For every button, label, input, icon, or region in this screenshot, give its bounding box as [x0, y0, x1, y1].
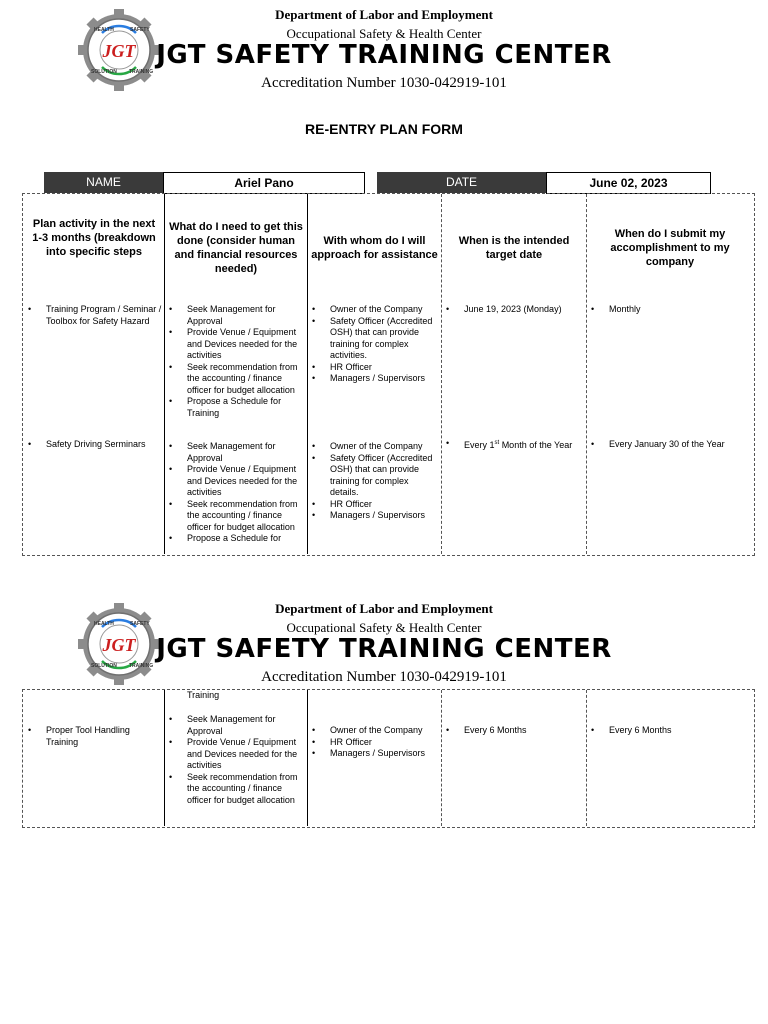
form-title: RE-ENTRY PLAN FORM	[305, 121, 463, 137]
row2-needs-cell	[166, 441, 300, 553]
list-item: • Propose a Schedule for Training	[187, 396, 300, 419]
list-item: • Proper Tool Handling Training	[46, 725, 162, 748]
row3-target-cell	[443, 725, 583, 737]
list-item: • HR Officer	[330, 362, 439, 374]
department-line: Department of Labor and Employment	[275, 601, 493, 616]
list-item: • Provide Venue / Equipment and Devices needed for the activities	[187, 464, 300, 499]
list-item: • June 19, 2023 (Monday)	[464, 304, 583, 316]
date-label: DATE	[377, 172, 546, 193]
accreditation-number: Accreditation Number 1030-042919-101	[261, 75, 507, 91]
row2-whom-cell	[309, 441, 439, 522]
list-item: • Training Program / Seminar / Toolbox for Safety Hazard	[46, 304, 162, 327]
svg-text:JGT: JGT	[102, 41, 136, 61]
svg-text:SOLUTION: SOLUTION	[91, 69, 117, 75]
row2-target-cell	[443, 438, 583, 452]
row1-target-cell	[443, 304, 583, 316]
date-field[interactable]: June 02, 2023	[546, 172, 711, 194]
row3-activity-cell	[25, 725, 162, 748]
svg-text:HEALTH: HEALTH	[94, 621, 114, 627]
list-item: • Seek Management for Approval	[187, 714, 300, 737]
row1-whom-cell	[309, 304, 439, 385]
list-item: • Every January 30 of the Year	[609, 439, 751, 451]
column-header-resources: What do I need to get this done (consider human and financial resources needed)	[169, 221, 303, 275]
row3-submit-cell	[588, 725, 751, 737]
list-item: • Every 1st Month of the Year	[464, 438, 583, 452]
list-item: • Safety Officer (Accredited OSH) that can provide training for complex activities.	[330, 316, 439, 362]
accreditation-number: Accreditation Number 1030-042919-101	[261, 669, 507, 685]
center-name: JGT SAFETY TRAINING CENTER	[156, 40, 612, 70]
row3-whom-cell	[309, 725, 439, 760]
list-item: • Seek recommendation from the accounting / finance officer for budget allocation	[187, 772, 300, 807]
list-item: • Seek Management for Approval	[187, 304, 300, 327]
list-item: • Safety Officer (Accredited OSH) that can provide training for complex details.	[330, 453, 439, 499]
svg-text:SAFETY: SAFETY	[130, 621, 150, 627]
column-divider	[164, 690, 165, 826]
svg-text:JGT: JGT	[102, 635, 136, 655]
column-divider	[586, 690, 587, 826]
list-item: • Managers / Supervisors	[330, 748, 439, 760]
svg-text:TRAINING: TRAINING	[129, 663, 154, 669]
column-divider	[307, 690, 308, 826]
osh-center-line: Occupational Safety & Health Center	[286, 620, 482, 635]
column-divider	[307, 194, 308, 554]
list-item: • Seek Management for Approval	[187, 441, 300, 464]
column-divider	[164, 194, 165, 554]
list-item: • Owner of the Company	[330, 304, 439, 316]
column-divider	[441, 194, 442, 554]
osh-center-line: Occupational Safety & Health Center	[286, 26, 482, 41]
list-item: • Every 6 Months	[609, 725, 751, 737]
row2-activity-cell	[25, 439, 162, 451]
list-item: • Managers / Supervisors	[330, 373, 439, 385]
name-label: NAME	[44, 172, 163, 193]
row1-submit-cell	[588, 304, 751, 316]
continued-text: Training	[187, 690, 220, 700]
list-item: • Owner of the Company	[330, 441, 439, 453]
row1-needs-cell	[166, 304, 300, 419]
svg-text:TRAINING: TRAINING	[129, 69, 154, 75]
column-header-plan-activity: Plan activity in the next 1-3 months (breakdown into specific steps	[32, 218, 156, 258]
list-item: • HR Officer	[330, 499, 439, 511]
list-item: • Safety Driving Serminars	[46, 439, 162, 451]
center-name: JGT SAFETY TRAINING CENTER	[156, 634, 612, 664]
row2-submit-cell	[588, 439, 751, 451]
svg-text:HEALTH: HEALTH	[94, 27, 114, 33]
svg-text:SOLUTION: SOLUTION	[91, 663, 117, 669]
svg-text:SAFETY: SAFETY	[130, 27, 150, 33]
list-item: • HR Officer	[330, 737, 439, 749]
list-item: • Managers / Supervisors	[330, 510, 439, 522]
list-item: • Provide Venue / Equipment and Devices needed for the activities	[187, 737, 300, 772]
list-item: • Every 6 Months	[464, 725, 583, 737]
row1-activity-cell	[25, 304, 162, 327]
list-item: • Monthly	[609, 304, 751, 316]
name-field[interactable]: Ariel Pano	[163, 172, 365, 194]
row3-needs-cell	[166, 714, 300, 806]
column-divider	[441, 690, 442, 826]
column-header-assistance: With whom do I will approach for assistance	[311, 235, 438, 261]
list-item: • Seek recommendation from the accounting / finance officer for budget allocation	[187, 362, 300, 397]
column-header-target-date: When is the intended target date	[458, 235, 570, 261]
list-item: • Owner of the Company	[330, 725, 439, 737]
list-item: • Seek recommendation from the accounting / finance officer for budget allocation	[187, 499, 300, 534]
department-line: Department of Labor and Employment	[275, 7, 493, 22]
list-item: • Propose a Schedule for	[187, 533, 300, 545]
column-divider	[586, 194, 587, 554]
list-item: • Provide Venue / Equipment and Devices needed for the activities	[187, 327, 300, 362]
column-header-submit: When do I submit my accomplishment to my company	[610, 228, 730, 268]
